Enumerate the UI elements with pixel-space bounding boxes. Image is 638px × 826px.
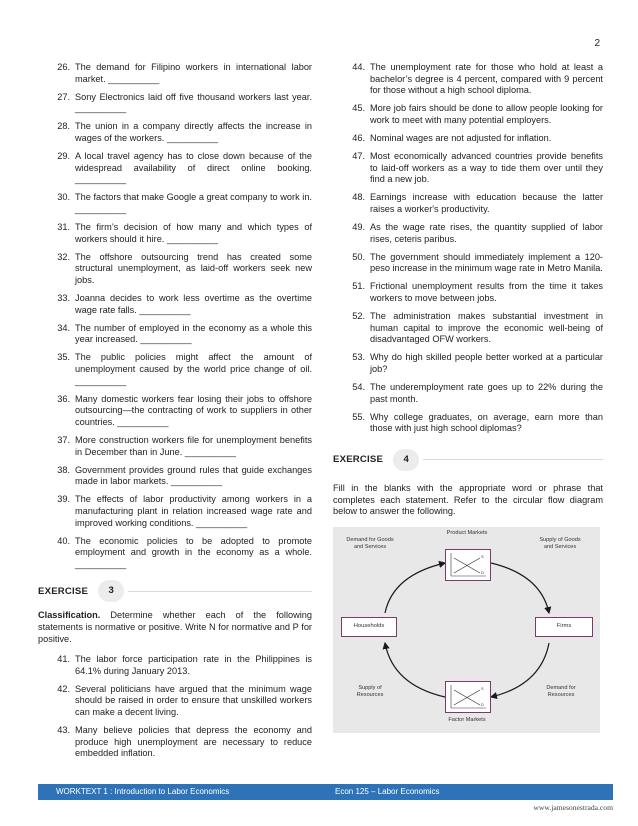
question-item bbox=[333, 311, 603, 346]
question-item bbox=[38, 494, 312, 529]
question-text: The firm’s decision of how many and which types of workers should it hire. __________ bbox=[75, 222, 312, 244]
question-text: The underemployment rate goes up to 22% during the past month. bbox=[370, 382, 603, 404]
question-item bbox=[38, 293, 312, 316]
question-item bbox=[333, 352, 603, 375]
firms-box: Firms bbox=[535, 617, 593, 637]
question-text: The factors that make Google a great company to work in. __________ bbox=[75, 192, 312, 214]
question-text: Most economically advanced countries provide benefits to laid-off workers as a way to tide them over until they find a new job. bbox=[370, 151, 603, 185]
arrow-product-to-firms bbox=[491, 563, 549, 613]
graph-s-label: S bbox=[481, 553, 484, 559]
question-text: More job fairs should be done to allow people looking for work to meet with many potential employers. bbox=[370, 103, 603, 125]
question-item bbox=[38, 352, 312, 387]
exercise-4-heading bbox=[333, 449, 603, 471]
question-text: The unemployment rate for those who hold at least a bachelor’s degree is 4 percent, compared with 9 percent for those without a high school diploma. bbox=[370, 62, 603, 96]
footer-course-title: Econ 125 – Labor Economics bbox=[335, 787, 440, 796]
question-number: 52. bbox=[352, 311, 365, 322]
question-text: The offshore outsourcing trend has created some structural unemployment, as laid-off workers seek new jobs. bbox=[75, 251, 312, 285]
question-text: The number of employed in the economy as a whole this year increased. __________ bbox=[75, 322, 312, 345]
question-item bbox=[38, 192, 312, 215]
question-item bbox=[333, 382, 603, 405]
question-number: 39. bbox=[57, 494, 70, 505]
question-number: 30. bbox=[57, 192, 70, 203]
question-item bbox=[38, 394, 312, 429]
exercise-number-badge: 3 bbox=[98, 580, 124, 602]
demand-resources-label: Demand for Resources bbox=[546, 684, 576, 698]
question-number: 46. bbox=[352, 132, 365, 143]
question-item bbox=[333, 133, 603, 145]
question-number: 54. bbox=[352, 382, 365, 393]
question-item bbox=[38, 92, 312, 115]
left-column bbox=[38, 62, 312, 766]
graph-s-label: S bbox=[481, 685, 484, 691]
page-number: 2 bbox=[594, 38, 600, 49]
question-text: The economic policies to be adopted to promote employment and growth in the economy as a whole. __________ bbox=[75, 535, 312, 569]
divider bbox=[128, 591, 312, 592]
question-item bbox=[38, 252, 312, 287]
question-number: 42. bbox=[57, 683, 70, 694]
question-text: Nominal wages are not adjusted for inflation. bbox=[370, 132, 552, 143]
graph-d-label: D bbox=[481, 701, 484, 707]
graph-d-label: D bbox=[481, 569, 484, 575]
supply-resources-label: Supply of Resources bbox=[356, 684, 384, 698]
question-text: Joanna decides to work less overtime as the overtime wage rate falls. __________ bbox=[75, 293, 312, 315]
question-text: The union in a company directly affects the increase in wages of the workers. __________ bbox=[75, 121, 312, 143]
question-list-exercise-3 bbox=[38, 654, 312, 760]
question-number: 48. bbox=[352, 192, 365, 203]
question-number: 32. bbox=[57, 251, 70, 262]
households-box: Households bbox=[341, 617, 397, 637]
question-number: 51. bbox=[352, 281, 365, 292]
question-item bbox=[38, 536, 312, 571]
question-item bbox=[333, 151, 603, 186]
question-number: 34. bbox=[57, 322, 70, 333]
product-market-graph bbox=[445, 549, 491, 581]
question-text: The administration makes substantial investment in human capital to improve the economic well-being of disadvantaged OFW workers. bbox=[370, 311, 603, 345]
exercise-number-badge: 4 bbox=[393, 449, 419, 471]
question-item bbox=[38, 151, 312, 186]
question-number: 43. bbox=[57, 725, 70, 736]
footer-bar bbox=[38, 784, 613, 800]
question-number: 44. bbox=[352, 62, 365, 72]
demand-goods-label: Demand for Goods and Services bbox=[346, 536, 394, 550]
question-number: 33. bbox=[57, 293, 70, 303]
question-number: 55. bbox=[352, 411, 365, 422]
website-url: www.jamesonestrada.com bbox=[533, 803, 613, 812]
question-item bbox=[38, 435, 312, 458]
exercise-3-instructions bbox=[38, 610, 312, 645]
exercise-3-heading bbox=[38, 580, 312, 602]
question-item bbox=[38, 62, 312, 85]
factor-market-graph bbox=[445, 681, 491, 713]
supply-demand-graph-icon bbox=[446, 682, 490, 712]
question-number: 41. bbox=[57, 654, 70, 665]
footer-worktext-title: WORKTEXT 1 : Introduction to Labor Economics bbox=[56, 787, 230, 796]
supply-goods-label: Supply of Goods and Services bbox=[539, 536, 581, 550]
question-text: Government provides ground rules that guide exchanges made in labor markets. __________ bbox=[75, 464, 312, 487]
question-text: Many domestic workers fear losing their jobs to offshore outsourcing—the contracting of work to suppliers in other countries. __________ bbox=[75, 393, 312, 427]
question-text: As the wage rate rises, the quantity supplied of labor rises, ceteris paribus. bbox=[370, 222, 603, 244]
arrow-households-to-product bbox=[385, 563, 445, 613]
question-text: The demand for Filipino workers in international labor market. __________ bbox=[75, 62, 312, 84]
question-text: Many believe policies that depress the economy and produce high unemployment are necessary to reduce embedded inflation. bbox=[75, 725, 312, 759]
question-item bbox=[333, 192, 603, 215]
question-text: Frictional unemployment results from the time it takes workers to move between jobs. bbox=[370, 281, 603, 303]
exercise-4-instructions: Fill in the blanks with the appropriate word or phrase that completes each statement. Refer to the circular flow diagram below to answer the following. bbox=[333, 482, 603, 517]
question-number: 27. bbox=[57, 91, 70, 102]
question-item bbox=[38, 684, 312, 719]
question-item bbox=[333, 252, 603, 275]
question-number: 50. bbox=[352, 251, 365, 262]
question-list-right bbox=[333, 62, 603, 435]
question-number: 38. bbox=[57, 464, 70, 475]
factor-markets-label: Factor Markets bbox=[448, 716, 486, 723]
product-markets-label: Product Markets bbox=[446, 529, 488, 536]
question-number: 29. bbox=[57, 151, 70, 162]
question-text: Sony Electronics laid off five thousand workers last year. __________ bbox=[75, 91, 312, 114]
question-number: 28. bbox=[57, 121, 70, 132]
question-item bbox=[38, 121, 312, 144]
question-number: 47. bbox=[352, 151, 365, 162]
question-text: The labor force participation rate in the Philippines is 64.1% during January 2013. bbox=[75, 654, 312, 676]
question-number: 45. bbox=[352, 103, 365, 114]
question-text: Why do high skilled people better worked at a particular job? bbox=[370, 352, 603, 374]
question-item bbox=[38, 725, 312, 760]
question-number: 31. bbox=[57, 222, 70, 233]
question-number: 37. bbox=[57, 434, 70, 445]
question-text: The effects of labor productivity among workers in a manufacturing plant in relation increased wage rate and improved working conditions. __________ bbox=[75, 494, 312, 528]
question-number: 40. bbox=[57, 535, 70, 546]
divider bbox=[423, 459, 603, 460]
question-text: More construction workers file for unemployment benefits in December than in June. __________ bbox=[75, 434, 312, 457]
right-column bbox=[333, 62, 603, 733]
question-item bbox=[38, 222, 312, 245]
instruction-text: Determine whether each of the following statements is normative or positive. Write N for normative and P for positive. bbox=[38, 610, 312, 644]
circular-flow-diagram bbox=[333, 527, 600, 733]
supply-demand-graph-icon bbox=[446, 550, 490, 580]
question-number: 26. bbox=[57, 62, 70, 72]
question-text: Why college graduates, on average, earn more than those with just high school diplomas? bbox=[370, 411, 603, 434]
question-text: A local travel agency has to close down because of the widespread availability of direct online booking. __________ bbox=[75, 151, 312, 185]
question-number: 53. bbox=[352, 352, 365, 363]
question-number: 36. bbox=[57, 393, 70, 404]
exercise-label: EXERCISE bbox=[333, 454, 384, 466]
question-number: 49. bbox=[352, 222, 365, 233]
question-text: Several politicians have argued that the minimum wage should be raised in order to ensure that unskilled workers can make a decent living. bbox=[75, 683, 312, 718]
exercise-label: EXERCISE bbox=[38, 585, 89, 597]
instruction-lead: Classification. bbox=[38, 610, 101, 621]
question-item bbox=[333, 222, 603, 245]
question-number: 35. bbox=[57, 352, 70, 363]
question-item bbox=[38, 654, 312, 677]
question-item bbox=[38, 323, 312, 346]
question-text: Earnings increase with education because the latter raises a worker's productivity. bbox=[370, 192, 603, 214]
question-item bbox=[333, 281, 603, 304]
question-text: The public policies might affect the amount of unemployment caused by the world price change of oil. __________ bbox=[75, 352, 312, 386]
question-item bbox=[333, 62, 603, 97]
question-item bbox=[333, 412, 603, 435]
question-text: The government should immediately implement a 120-peso increase in the minimum wage rate in Metro Manila. bbox=[370, 251, 603, 274]
question-list-left bbox=[38, 62, 312, 570]
question-item bbox=[333, 103, 603, 126]
question-item bbox=[38, 465, 312, 488]
